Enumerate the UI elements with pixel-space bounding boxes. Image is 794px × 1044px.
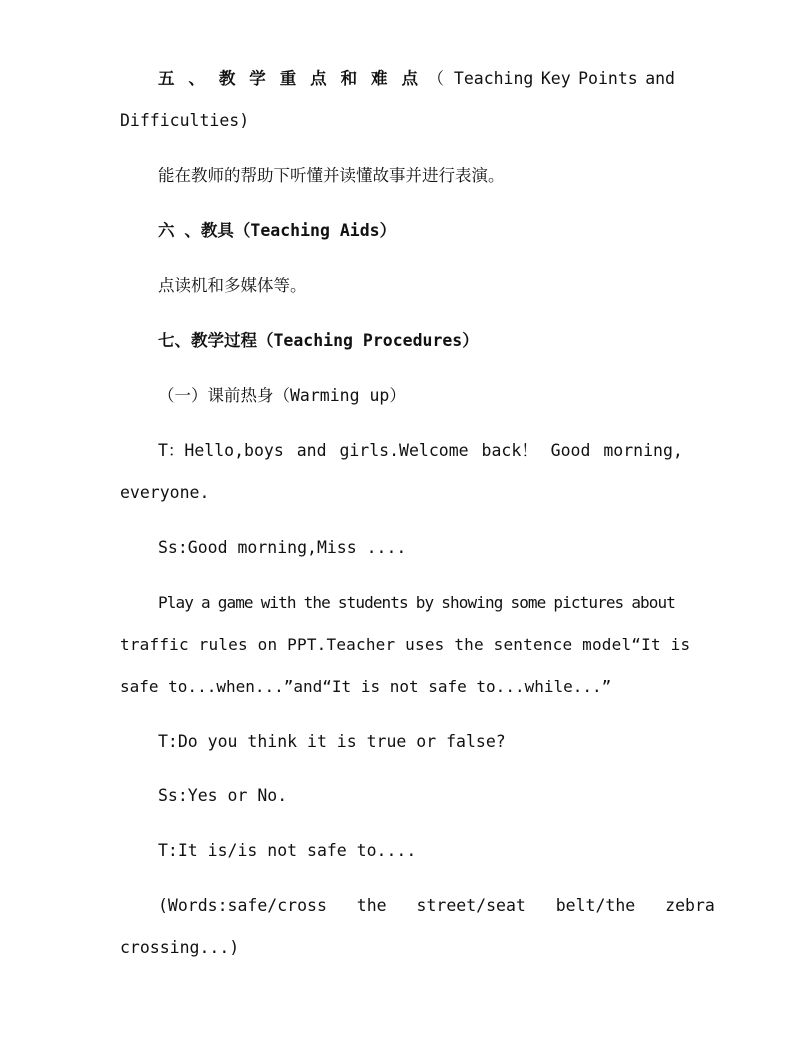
section7-sub1: （一）课前热身（Warming up） — [158, 386, 406, 405]
paragraph-line: crossing...) — [120, 938, 240, 957]
paragraph-line: T:It is/is not safe to.... — [158, 841, 417, 860]
paragraph-line: T:Do you think it is true or false? — [158, 732, 506, 751]
section5-heading-en-3: Points — [578, 69, 638, 88]
section5-heading-cont: Difficulties) — [120, 111, 250, 130]
section5-heading-cn: 五 、 教 学 重 点 和 难 点 — [158, 69, 420, 88]
paragraph-line: Play a game with the students by showing some pictures about — [158, 593, 675, 612]
section5-body: 能在教师的帮助下听懂并读懂故事并进行表演。 — [158, 166, 505, 185]
paragraph-line: (Words:safe/cross the street/seat belt/the zebra — [158, 896, 715, 915]
section5-heading-en-1: （ Teaching — [427, 69, 534, 88]
section5-heading — [158, 68, 675, 90]
section7-heading: 七、教学过程（Teaching Procedures） — [158, 331, 479, 350]
section5-heading-en-4: and — [645, 69, 675, 88]
section5-heading-en-2: Key — [540, 69, 571, 88]
paragraph-line: T：Hello,boys and girls.Welcome back！ Good morning, — [158, 441, 683, 460]
section6-heading: 六 、教具（Teaching Aids） — [158, 221, 397, 240]
paragraph-line: safe to...when...”and“It is not safe to...while...” — [120, 677, 612, 696]
paragraph-line: Ss:Yes or No. — [158, 786, 288, 805]
section6-body: 点读机和多媒体等。 — [158, 276, 307, 295]
paragraph-line: everyone. — [120, 483, 210, 502]
paragraph-line: traffic rules on PPT.Teacher uses the sentence model“It is — [120, 635, 691, 654]
paragraph-line: Ss:Good morning,Miss .... — [158, 538, 407, 557]
